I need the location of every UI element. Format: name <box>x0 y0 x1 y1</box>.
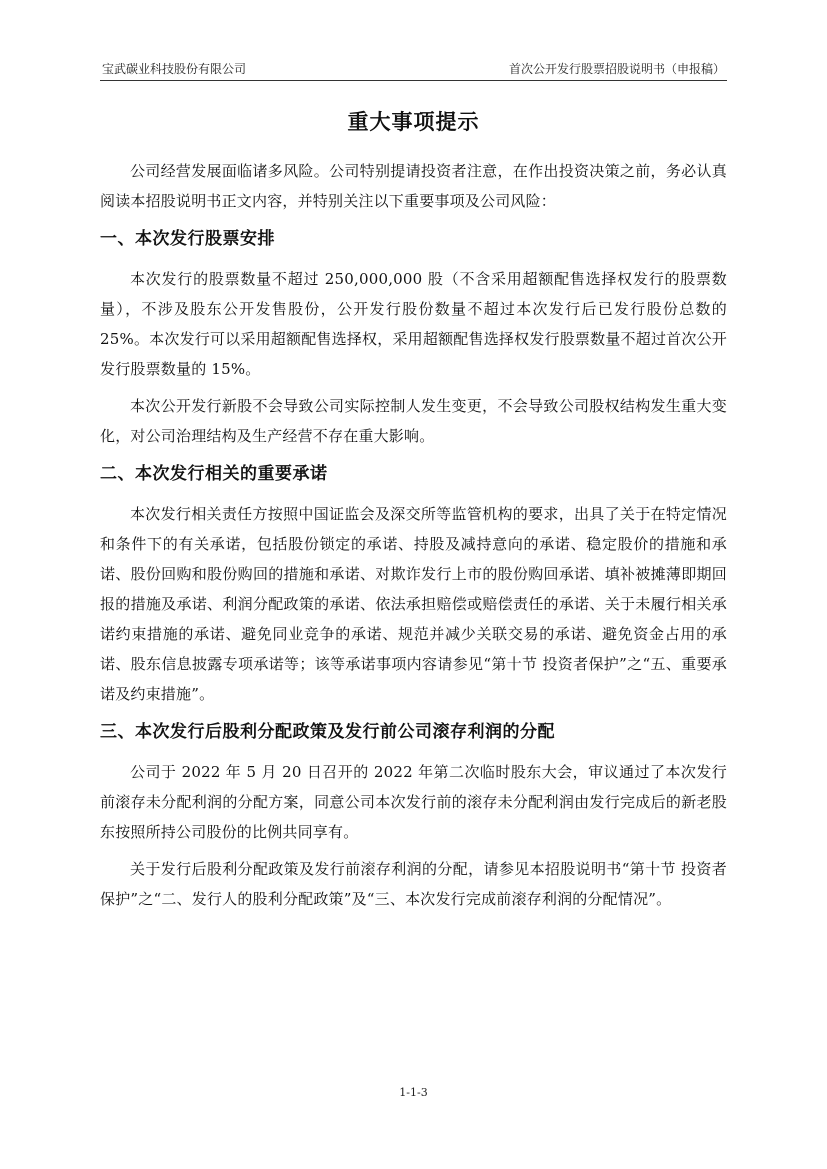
header-company-name: 宝武碳业科技股份有限公司 <box>102 62 247 76</box>
page-number: 1-1-3 <box>399 1086 428 1099</box>
document-body <box>100 156 727 921</box>
page-title: 重大事项提示 <box>347 110 480 134</box>
section-3-paragraph-2: 关于发行后股利分配政策及发行前滚存利润的分配，请参见本招股说明书“第十节 投资者保护”之“二、发行人的股利分配政策”及“三、本次发行完成前滚存利润的分配情况”。 <box>100 860 727 908</box>
page-header <box>100 58 727 81</box>
section-1-heading: 一、本次发行股票安排 <box>100 229 275 249</box>
section-1-paragraph-1: 本次发行的股票数量不超过 250,000,000 股（不含采用超额配售选择权发行的股票数量），不涉及股东公开发售股份，公开发行股份数量不超过本次发行后已发行股份总数的 25%。本次发行可以采用超额配售选择权，采用超额配售选择权发行股票数量不超过首次公开发行股票数量的 15%。 <box>100 270 727 378</box>
section-3-heading: 三、本次发行后股利分配政策及发行前公司滚存利润的分配 <box>100 722 555 742</box>
section-1-paragraph-2: 本次公开发行新股不会导致公司实际控制人发生变更，不会导致公司股权结构发生重大变化，对公司治理结构及生产经营不存在重大影响。 <box>100 397 727 445</box>
section-3-paragraph-1: 公司于 2022 年 5 月 20 日召开的 2022 年第二次临时股东大会，审议通过了本次发行前滚存未分配利润的分配方案，同意公司本次发行前的滚存未分配利润由发行完成后的新老股东按照所持公司股份的比例共同享有。 <box>100 763 727 841</box>
section-2-paragraph-1: 本次发行相关责任方按照中国证监会及深交所等监管机构的要求，出具了关于在特定情况和条件下的有关承诺，包括股份锁定的承诺、持股及减持意向的承诺、稳定股价的措施和承诺、股份回购和股份购回的措施和承诺、对欺诈发行上市的股份购回承诺、填补被摊薄即期回报的措施及承诺、利润分配政策的承诺、依法承担赔偿或赔偿责任的承诺、关于未履行相关承诺约束措施的承诺、避免同业竞争的承诺、规范并减少关联交易的承诺、避免资金占用的承诺、股东信息披露专项承诺等；该等承诺事项内容请参见“第十节 投资者保护”之“五、重要承诺及约束措施”。 <box>100 505 727 703</box>
intro-paragraph: 公司经营发展面临诸多风险。公司特别提请投资者注意，在作出投资决策之前，务必认真阅读本招股说明书正文内容，并特别关注以下重要事项及公司风险： <box>100 162 727 210</box>
header-document-title: 首次公开发行股票招股说明书（申报稿） <box>508 62 725 76</box>
section-2-heading: 二、本次发行相关的重要承诺 <box>100 464 328 484</box>
